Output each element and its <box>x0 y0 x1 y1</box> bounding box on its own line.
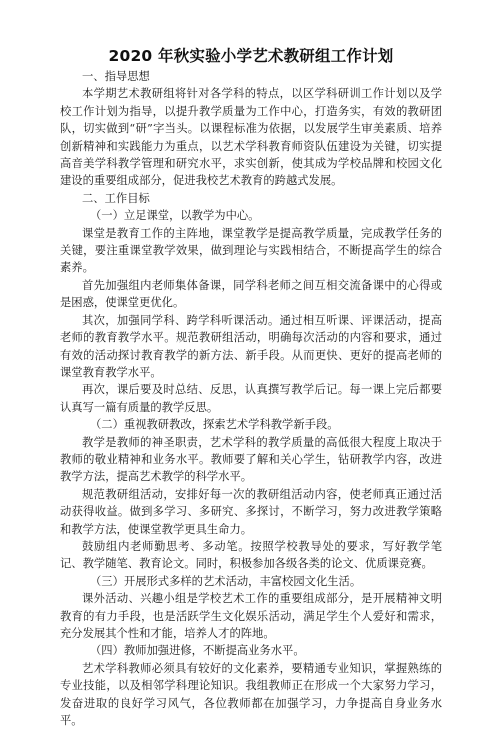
subsection-heading-teaching-research: （二）重视教研教改，探索艺术学科教学新手段。 <box>90 418 339 432</box>
paragraph: 首先加强组内老师集体备课，同学科老师之间互相交流备课中的心得或是困惑，使课堂更优化。 <box>60 278 442 310</box>
paragraph: 本学期艺术教研组将针对各学科的特点，以区学科研训工作计划以及学校工作计划为指导，以提升教学质量为工作中心，打造务实，有效的教研团队，切实做到“研”字当头。以课程标准为依据，以发展学生审美素质、培养创新精神和实践能力为重点，以艺术学科教育师资队伍建设为关键，切实提高音美学科教学管理和研究水平，求实创新，使其成为学校品牌和校园文化建设的重要组成部分，促进我校艺术教育的跨越式发展。 <box>60 87 442 188</box>
paragraph: 鼓励组内老师勤思考、多动笔。按照学校教导处的要求，写好教学笔记、教学随笔、教育论文。同时，积极参加各级各类的论文、优质课竞赛。 <box>60 539 442 571</box>
section-heading-work-goals: 二、工作目标 <box>82 191 150 205</box>
paragraph: 再次，课后要及时总结、反思，认真撰写教学后记。每一课上完后都要认真写一篇有质量的教学反思。 <box>60 383 442 414</box>
paragraph: 艺术学科教师必须具有较好的文化素养，要精通专业知识，掌握熟练的专业技能，以及相邻学科理论知识。我组教师正在形成一个大家努力学习，发奋进取的良好学习风气，各位教师都在加强学习，力争提高自身业务水平。 <box>60 661 442 728</box>
subsection-heading-art-activities: （三）开展形式多样的艺术活动，丰富校园文化生活。 <box>90 574 362 588</box>
paragraph: 其次，加强同学科、跨学科听课活动。通过相互听课、评课活动，提高老师的教育教学水平。规范教研组活动，明确每次活动的内容和要求，通过有效的活动探讨教育教学的新方法、新手段。从而更快、更好的提高老师的课堂教育教学水平。 <box>60 313 442 379</box>
subsection-heading-teacher-training: （四）教师加强进修，不断提高业务水平。 <box>90 644 305 658</box>
document-title: 2020 年秋实验小学艺术教研组工作计划 <box>108 47 394 65</box>
subsection-heading-classroom: （一）立足课堂，以教学为中心。 <box>90 209 260 223</box>
paragraph: 规范教研组活动，安排好每一次的教研组活动内容，使老师真正通过活动获得收益。做到多学习、多研究、多探讨，不断学习，努力改进教学策略和教学方法，使课堂教学更具生命力。 <box>60 487 442 536</box>
paragraph: 课堂是教育工作的主阵地，课堂教学是提高教学质量，完成教学任务的关键，要注重课堂教学效果，做到理论与实践相结合，不断提高学生的综合素养。 <box>60 226 442 275</box>
paragraph: 教学是教师的神圣职责，艺术学科的教学质量的高低很大程度上取决于教师的敬业精神和业务水平。教师要了解和关心学生，钻研教学内容，改进教学方法，提高艺术教学的科学水平。 <box>60 435 442 484</box>
paragraph: 课外活动、兴趣小组是学校艺术工作的重要组成部分，是开展精神文明教育的有力手段，也是活跃学生文化娱乐活动，满足学生个人爱好和需求，充分发展其个性和才能，培养人才的阵地。 <box>60 592 442 640</box>
section-heading-guiding-ideology: 一、指导思想 <box>82 70 150 83</box>
